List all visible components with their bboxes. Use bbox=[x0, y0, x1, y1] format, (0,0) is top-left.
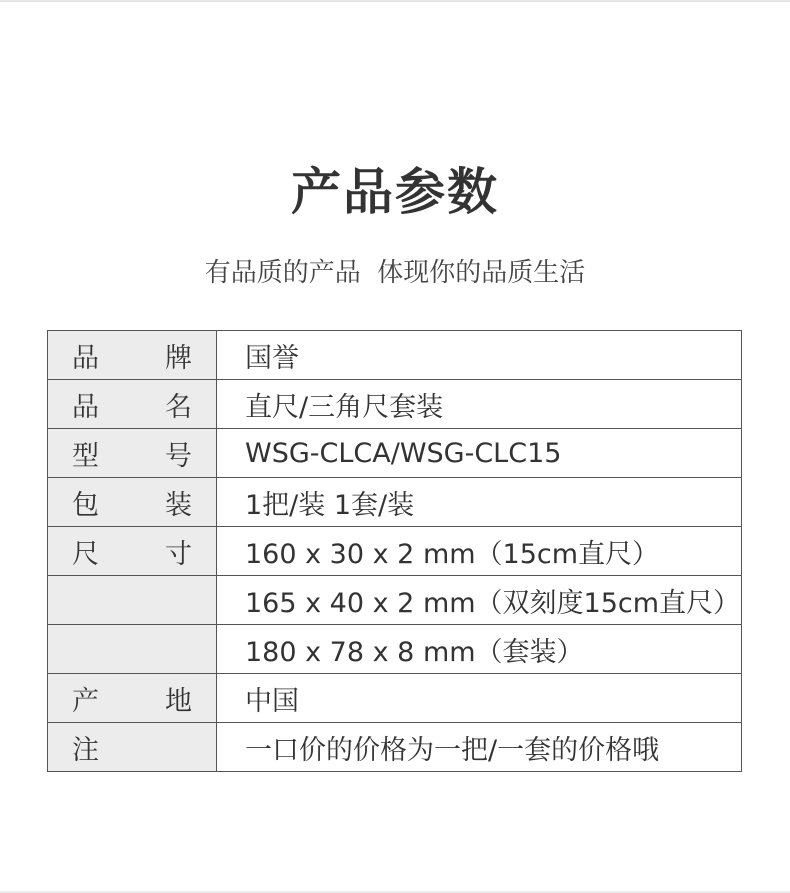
table-row bbox=[48, 380, 742, 429]
row-label bbox=[48, 527, 217, 576]
label-char: 包 bbox=[72, 489, 99, 521]
page-title: 产品参数 bbox=[291, 163, 499, 221]
table-row bbox=[48, 576, 742, 625]
row-label bbox=[48, 380, 217, 429]
row-label bbox=[48, 429, 217, 478]
row-value-origin: 中国 bbox=[217, 674, 742, 723]
label-char: 寸 bbox=[165, 538, 192, 570]
page-subtitle: 有品质的产品 体现你的品质生活 bbox=[204, 258, 586, 288]
row-label bbox=[48, 478, 217, 527]
label-char: 产 bbox=[72, 685, 99, 717]
label-char: 牌 bbox=[165, 342, 192, 374]
row-value-model: WSG-CLCA/WSG-CLC15 bbox=[217, 429, 742, 478]
label-char: 号 bbox=[165, 440, 192, 472]
row-value-size: 180 x 78 x 8 mm（套装） bbox=[217, 625, 742, 674]
label-char: 注 bbox=[72, 734, 99, 766]
label-char: 地 bbox=[165, 685, 192, 717]
table-row bbox=[48, 625, 742, 674]
label-char: 名 bbox=[165, 391, 192, 423]
row-value-brand: 国誉 bbox=[217, 331, 742, 380]
label-char: 型 bbox=[72, 440, 99, 472]
spec-table bbox=[47, 330, 742, 772]
table-row bbox=[48, 723, 742, 772]
row-label bbox=[48, 625, 217, 674]
row-value-size: 165 x 40 x 2 mm（双刻度15cm直尺） bbox=[217, 576, 742, 625]
table-row bbox=[48, 478, 742, 527]
row-value-size: 160 x 30 x 2 mm（15cm直尺） bbox=[217, 527, 742, 576]
row-value-product-name: 直尺/三角尺套装 bbox=[217, 380, 742, 429]
row-label bbox=[48, 331, 217, 380]
table-row bbox=[48, 429, 742, 478]
table-row bbox=[48, 527, 742, 576]
row-label bbox=[48, 576, 217, 625]
label-char: 品 bbox=[72, 391, 99, 423]
label-char: 品 bbox=[72, 342, 99, 374]
row-label bbox=[48, 723, 217, 772]
top-divider bbox=[0, 0, 790, 2]
row-label bbox=[48, 674, 217, 723]
label-char: 尺 bbox=[72, 538, 99, 570]
table-row bbox=[48, 674, 742, 723]
table-row bbox=[48, 331, 742, 380]
row-value-note: 一口价的价格为一把/一套的价格哦 bbox=[217, 723, 742, 772]
row-value-packaging: 1把/装 1套/装 bbox=[217, 478, 742, 527]
label-char: 装 bbox=[165, 489, 192, 521]
